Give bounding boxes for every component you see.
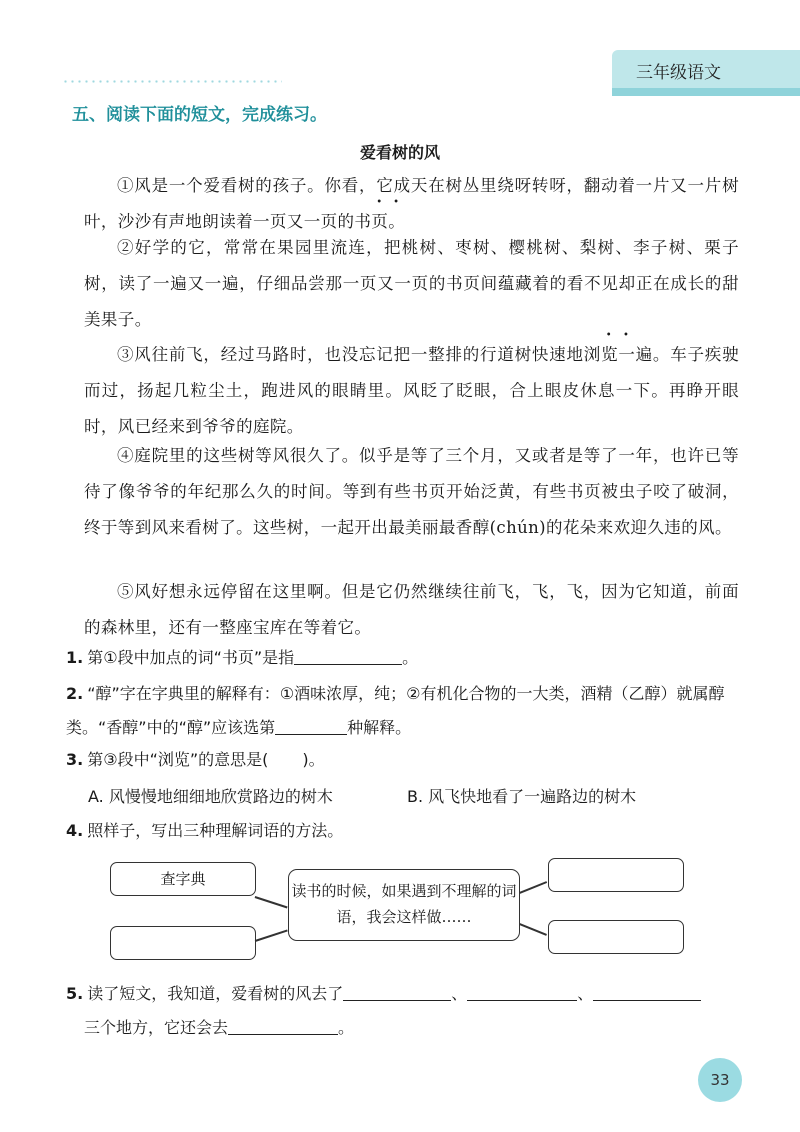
subject-tab-label: 三年级语文 xyxy=(636,63,721,83)
paragraph-5: ⑤风好想永远停留在这里啊。但是它仍然继续往前飞，飞，飞，因为它知道，前面的森林里，还有一整座宝库在等着它。 xyxy=(84,582,739,637)
question-3-end: )。 xyxy=(302,750,325,769)
emphasis-liu: 浏 xyxy=(583,345,602,364)
answer-blank-q5-4[interactable] xyxy=(228,1014,338,1035)
question-5-line-2-text: 三个地方，它还会去 xyxy=(84,1018,229,1037)
header-dotted-line xyxy=(62,80,282,83)
paragraph-3-text: ③风往前飞，经过马路时，也没忘记把一整排的行道树快速地 xyxy=(117,345,584,364)
example-box xyxy=(110,862,256,896)
question-5 xyxy=(66,978,746,1010)
question-1 xyxy=(66,642,746,674)
paragraph-3-end: 一遍。车子疾驶而过，扬起几粒尘土，跑进风的眼睛里。风眨了眨眼，合上眼皮休息一下。再睁开眼时，风已经来到爷爷的庭院。 xyxy=(84,345,739,436)
example-box-label: 查字典 xyxy=(160,870,206,888)
question-1-end: 。 xyxy=(402,648,419,667)
paragraph-2: ②好学的它，常常在果园里流连，把桃树、枣树、樱桃树、梨树、李子树、栗子树，读了一遍又一遍，仔细品尝那一页又一页的书页间蕴藏着的看不见却正在成长的甜美果子。 xyxy=(84,238,739,329)
paragraph-3 xyxy=(84,337,739,445)
question-4-number: 4. xyxy=(66,821,84,840)
answer-blank-q2[interactable] xyxy=(275,714,347,735)
connector-top-right xyxy=(517,881,547,894)
emphasis-lan: 览 xyxy=(601,345,619,364)
page-number: 33 xyxy=(698,1058,742,1102)
subject-tab xyxy=(612,50,800,96)
question-5-sep-2: 、 xyxy=(577,984,594,1003)
question-5-text: 读了短文，我知道，爱看树的风去了 xyxy=(87,984,344,1003)
question-1-number: 1. xyxy=(66,648,84,667)
paragraph-1-text: ①风是一个爱看树的孩子。你看，它成天在树丛里绕呀转呀，翻动着一片又一片树叶，沙沙有声地朗读着一页又一页的 xyxy=(84,176,739,231)
connector-example xyxy=(255,896,288,908)
center-bubble-text: 读书的时候，如果遇到不理解的词语，我会这样做…… xyxy=(291,882,517,926)
emphasis-ye: 页 xyxy=(371,212,389,231)
question-4 xyxy=(66,815,746,847)
answer-box-top-right[interactable] xyxy=(548,858,684,892)
emphasis-shu: 书 xyxy=(354,212,372,231)
question-3-text: 第③段中“浏览”的意思是( xyxy=(87,750,269,769)
q3-option-b[interactable]: B. 风飞快地看了一遍路边的树木 xyxy=(407,787,637,806)
center-bubble xyxy=(288,869,520,941)
question-5-end: 。 xyxy=(338,1018,355,1037)
question-2-number: 2. xyxy=(66,684,84,703)
question-5-sep-1: 、 xyxy=(451,984,468,1003)
answer-box-bottom-right[interactable] xyxy=(548,920,684,954)
paragraph-4: ④庭院里的这些树等风很久了。似乎是等了三个月，又或者是等了一年，也许已等待了像爷爷的年纪那么久的时间。等到有些书页开始泛黄，有些书页被虫子咬了破洞，终于等到风来看树了。这些树，一起开出最美丽最香醇(chún)的花朵来欢迎久违的风。 xyxy=(84,446,739,537)
connector-left xyxy=(255,930,288,942)
q3-option-a[interactable]: A. 风慢慢地细细地欣赏路边的树木 xyxy=(88,787,333,806)
question-4-text: 照样子，写出三种理解词语的方法。 xyxy=(87,821,344,840)
answer-blank-q5-1[interactable] xyxy=(343,980,451,1001)
question-2 xyxy=(66,677,746,745)
question-3 xyxy=(66,744,746,776)
question-2-end: 种解释。 xyxy=(347,718,412,737)
section-title: 五、阅读下面的短文，完成练习。 xyxy=(72,105,327,125)
connector-bottom-right xyxy=(517,922,547,935)
answer-blank-q5-2[interactable] xyxy=(467,980,577,1001)
question-2-text: “醇”字在字典里的解释有：①酒味浓厚，纯；②有机化合物的一大类，酒精（乙醇）就属醇类。“香醇”中的“醇”应该选第 xyxy=(66,684,725,737)
answer-blank-q5-3[interactable] xyxy=(593,980,701,1001)
question-5-line-2 xyxy=(84,1012,764,1044)
article-title: 爱看树的风 xyxy=(359,143,440,162)
question-3-number: 3. xyxy=(66,750,84,769)
answer-blank-q1[interactable] xyxy=(294,644,402,665)
answer-box-left[interactable] xyxy=(110,926,256,960)
question-1-text: 第①段中加点的词“书页”是指 xyxy=(87,648,295,667)
question-5-number: 5. xyxy=(66,984,84,1003)
paragraph-1-end: 。 xyxy=(388,212,406,231)
